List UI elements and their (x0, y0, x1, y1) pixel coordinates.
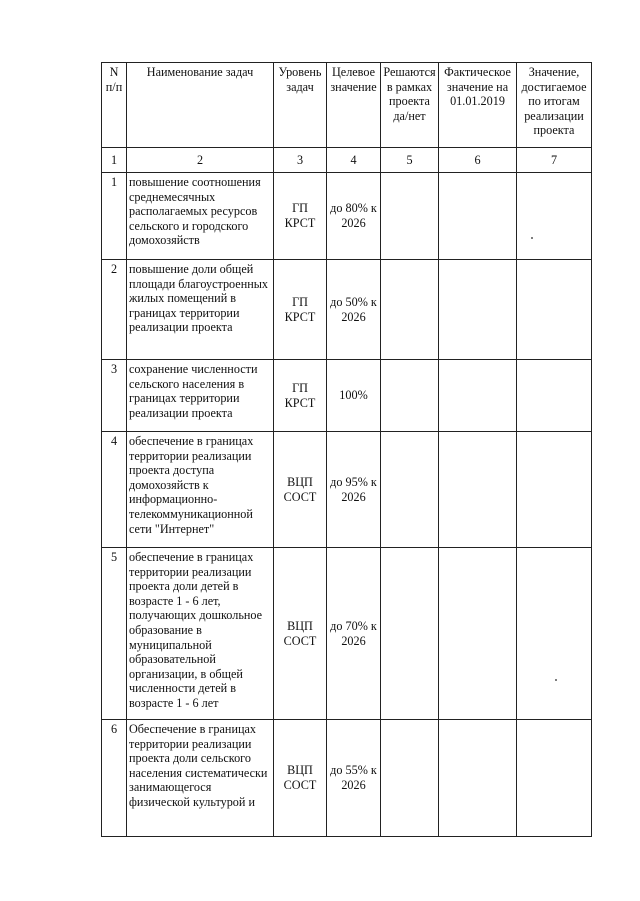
target-value: до 95% к 2026 (327, 432, 381, 548)
header-result-value: Значение, достигаемое по итогам реализации проекта (517, 63, 592, 148)
col-number-2: 2 (127, 148, 274, 173)
result-cell (517, 548, 592, 720)
header-task-level: Уровень задач (274, 63, 327, 148)
row-number: 4 (102, 432, 127, 548)
table-row (102, 720, 592, 837)
header-actual-value: Фактическое значение на 01.01.2019 (439, 63, 517, 148)
target-value: до 55% к 2026 (327, 720, 381, 837)
table-row (102, 432, 592, 548)
actual-cell (439, 432, 517, 548)
row-number: 6 (102, 720, 127, 837)
header-task-name: Наименование задач (127, 63, 274, 148)
solved-cell (381, 360, 439, 432)
header-number: N п/п (102, 63, 127, 148)
header-target-value: Целевое значение (327, 63, 381, 148)
task-name: обеспечение в границах территории реализации проекта доступа домохозяйств к информационно-телекоммуникационной сети "Интернет" (127, 432, 274, 548)
task-name: повышение доли общей площади благоустроенных жилых помещений в границах территории реализации проекта (127, 260, 274, 360)
scan-speck (531, 237, 533, 239)
actual-cell (439, 173, 517, 260)
actual-cell (439, 260, 517, 360)
solved-cell (381, 432, 439, 548)
row-number: 2 (102, 260, 127, 360)
solved-cell (381, 548, 439, 720)
result-cell (517, 360, 592, 432)
table-row (102, 260, 592, 360)
task-name: сохранение численности сельского населения в границах территории реализации проекта (127, 360, 274, 432)
table-row (102, 360, 592, 432)
task-name: Обеспечение в границах территории реализации проекта доли сельского населения систематически занимающегося физической культурой и (127, 720, 274, 837)
table-row (102, 173, 592, 260)
col-number-4: 4 (327, 148, 381, 173)
target-value: до 70% к 2026 (327, 548, 381, 720)
solved-cell (381, 720, 439, 837)
target-value: до 50% к 2026 (327, 260, 381, 360)
column-numbers-row (102, 148, 592, 173)
col-number-1: 1 (102, 148, 127, 173)
table-header-row (102, 63, 592, 148)
task-level: ГП КРСТ (274, 360, 327, 432)
col-number-3: 3 (274, 148, 327, 173)
header-solved-in-project: Решаются в рамках проекта да/нет (381, 63, 439, 148)
actual-cell (439, 720, 517, 837)
table-row (102, 548, 592, 720)
task-name: повышение соотношения среднемесячных располагаемых ресурсов сельского и городского домохозяйств (127, 173, 274, 260)
result-cell (517, 432, 592, 548)
col-number-5: 5 (381, 148, 439, 173)
scan-speck (555, 679, 557, 681)
result-cell (517, 260, 592, 360)
actual-cell (439, 548, 517, 720)
result-cell (517, 720, 592, 837)
col-number-7: 7 (517, 148, 592, 173)
task-level: ВЦП СОСТ (274, 432, 327, 548)
row-number: 5 (102, 548, 127, 720)
target-value: до 80% к 2026 (327, 173, 381, 260)
tasks-table (101, 62, 592, 837)
task-level: ВЦП СОСТ (274, 720, 327, 837)
task-level: ГП КРСТ (274, 173, 327, 260)
target-value: 100% (327, 360, 381, 432)
row-number: 3 (102, 360, 127, 432)
task-name: обеспечение в границах территории реализации проекта доли детей в возрасте 1 - 6 лет, получающих дошкольное образование в муниципальной образовательной организации, в общей численности детей в возрасте 1 - 6 лет (127, 548, 274, 720)
solved-cell (381, 173, 439, 260)
col-number-6: 6 (439, 148, 517, 173)
result-cell (517, 173, 592, 260)
actual-cell (439, 360, 517, 432)
solved-cell (381, 260, 439, 360)
row-number: 1 (102, 173, 127, 260)
task-level: ГП КРСТ (274, 260, 327, 360)
task-level: ВЦП СОСТ (274, 548, 327, 720)
